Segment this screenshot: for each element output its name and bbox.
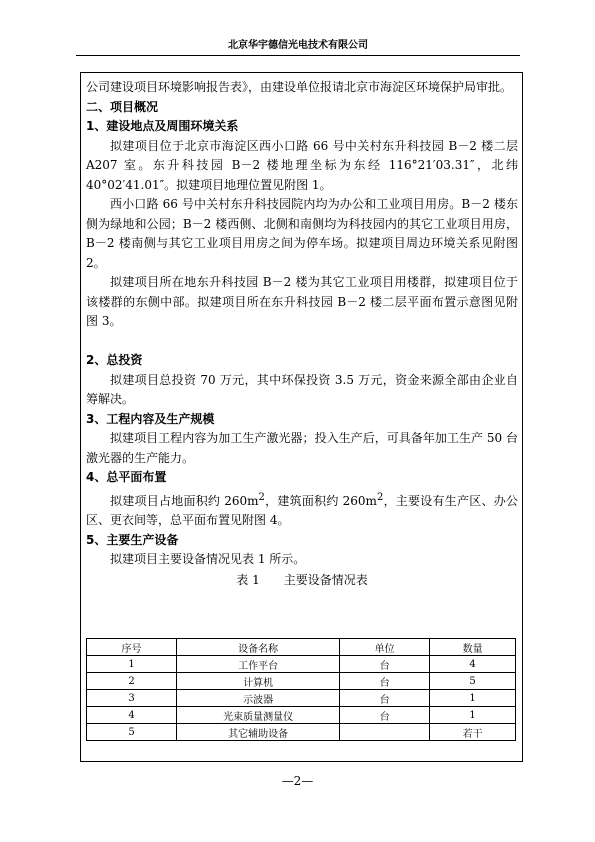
table-row xyxy=(87,690,516,707)
table-cell: 1 xyxy=(87,656,177,673)
s4-text-c: ，主要设有生产区、办公区、更衣间等，总平面布置见附图 4。 xyxy=(86,493,518,527)
table-caption: 表 1 主要设备情况表 xyxy=(236,572,368,587)
table-cell: 台 xyxy=(340,656,430,673)
table-header-row xyxy=(87,639,516,656)
continuation-text: 公司建设项目环境影响报告表》，由建设单位报请北京市海淀区环境保护局审批。 xyxy=(86,80,513,94)
s1-paragraph-3: 拟建项目所在地东升科技园 B－2 楼为其它工业项目用楼群，拟建项目位于该楼群的东侧中部。拟建项目所在东升科技园 B－2 楼二层平面布置示意图见附图 3。 xyxy=(86,275,518,328)
table-cell: 台 xyxy=(340,690,430,707)
table-cell: 示波器 xyxy=(177,690,340,707)
table-row xyxy=(87,656,516,673)
table-cell: 1 xyxy=(430,707,516,724)
superscript: 2 xyxy=(376,491,384,503)
equipment-table xyxy=(86,638,516,741)
table-cell: 工作平台 xyxy=(177,656,340,673)
table-cell: 4 xyxy=(430,656,516,673)
s4-title: 4、总平面布置 xyxy=(86,470,167,484)
table-cell: 5 xyxy=(430,673,516,690)
table-cell xyxy=(340,724,430,741)
table-cell: 5 xyxy=(87,724,177,741)
table-row xyxy=(87,673,516,690)
s1-title: 1、建设地点及周围环境关系 xyxy=(86,119,239,133)
blank-line xyxy=(86,332,518,352)
table-header-cell: 设备名称 xyxy=(177,639,340,656)
company-header: 北京华宇德信光电技术有限公司 xyxy=(228,40,368,51)
table-header-cell: 序号 xyxy=(87,639,177,656)
s1-paragraph-2: 西小口路 66 号中关村东升科技园院内均为办公和工业项目用房。B－2 楼东侧为绿地和公园；B－2 楼西侧、北侧和南侧均为科技园内的其它工业项目用房，B－2 楼南侧与其它工业项目用房之间为停车场。拟建项目周边环境关系见附图 2。 xyxy=(86,197,518,270)
table-cell: 2 xyxy=(87,673,177,690)
s4-text-a: 拟建项目占地面积约 260m xyxy=(110,493,259,508)
section-title: 二、项目概况 xyxy=(86,99,159,114)
table-row xyxy=(87,707,516,724)
document-body xyxy=(86,78,518,590)
table-cell: 光束质量测量仪 xyxy=(177,707,340,724)
table-cell: 台 xyxy=(340,707,430,724)
table-cell: 台 xyxy=(340,673,430,690)
table-header-cell: 单位 xyxy=(340,639,430,656)
table-cell: 3 xyxy=(87,690,177,707)
s3-paragraph-1: 拟建项目工程内容为加工生产激光器；投入生产后，可具备年加工生产 50 台激光器的生产能力。 xyxy=(86,431,518,465)
s3-title: 3、工程内容及生产规模 xyxy=(86,411,215,426)
page-number: —2— xyxy=(281,774,314,788)
table-header-cell: 数量 xyxy=(430,639,516,656)
s5-paragraph-1: 拟建项目主要设备情况见表 1 所示。 xyxy=(110,552,306,566)
s1-paragraph-1: 拟建项目位于北京市海淀区西小口路 66 号中关村东升科技园 B－2 楼二层 A207 室。东升科技园 B－2 楼地理坐标为东经 116°21′03.31″，北纬 40°02′41.01″。拟建项目地理位置见附图 1。 xyxy=(86,138,518,192)
table-cell: 计算机 xyxy=(177,673,340,690)
s5-title: 5、主要生产设备 xyxy=(86,532,179,547)
superscript: 2 xyxy=(258,491,265,503)
table-cell: 1 xyxy=(430,690,516,707)
table-row xyxy=(87,724,516,741)
s2-paragraph-1: 拟建项目总投资 70 万元，其中环保投资 3.5 万元，资金来源全部由企业自筹解决。 xyxy=(86,372,518,406)
table-cell: 其它辅助设备 xyxy=(177,724,340,741)
header-rule xyxy=(76,55,520,56)
table-cell: 4 xyxy=(87,707,177,724)
table-cell: 若干 xyxy=(430,724,516,741)
s4-text-b: ，建筑面积约 260m xyxy=(264,493,377,508)
s2-title: 2、总投资 xyxy=(86,353,143,367)
s4-paragraph-1 xyxy=(86,488,518,531)
